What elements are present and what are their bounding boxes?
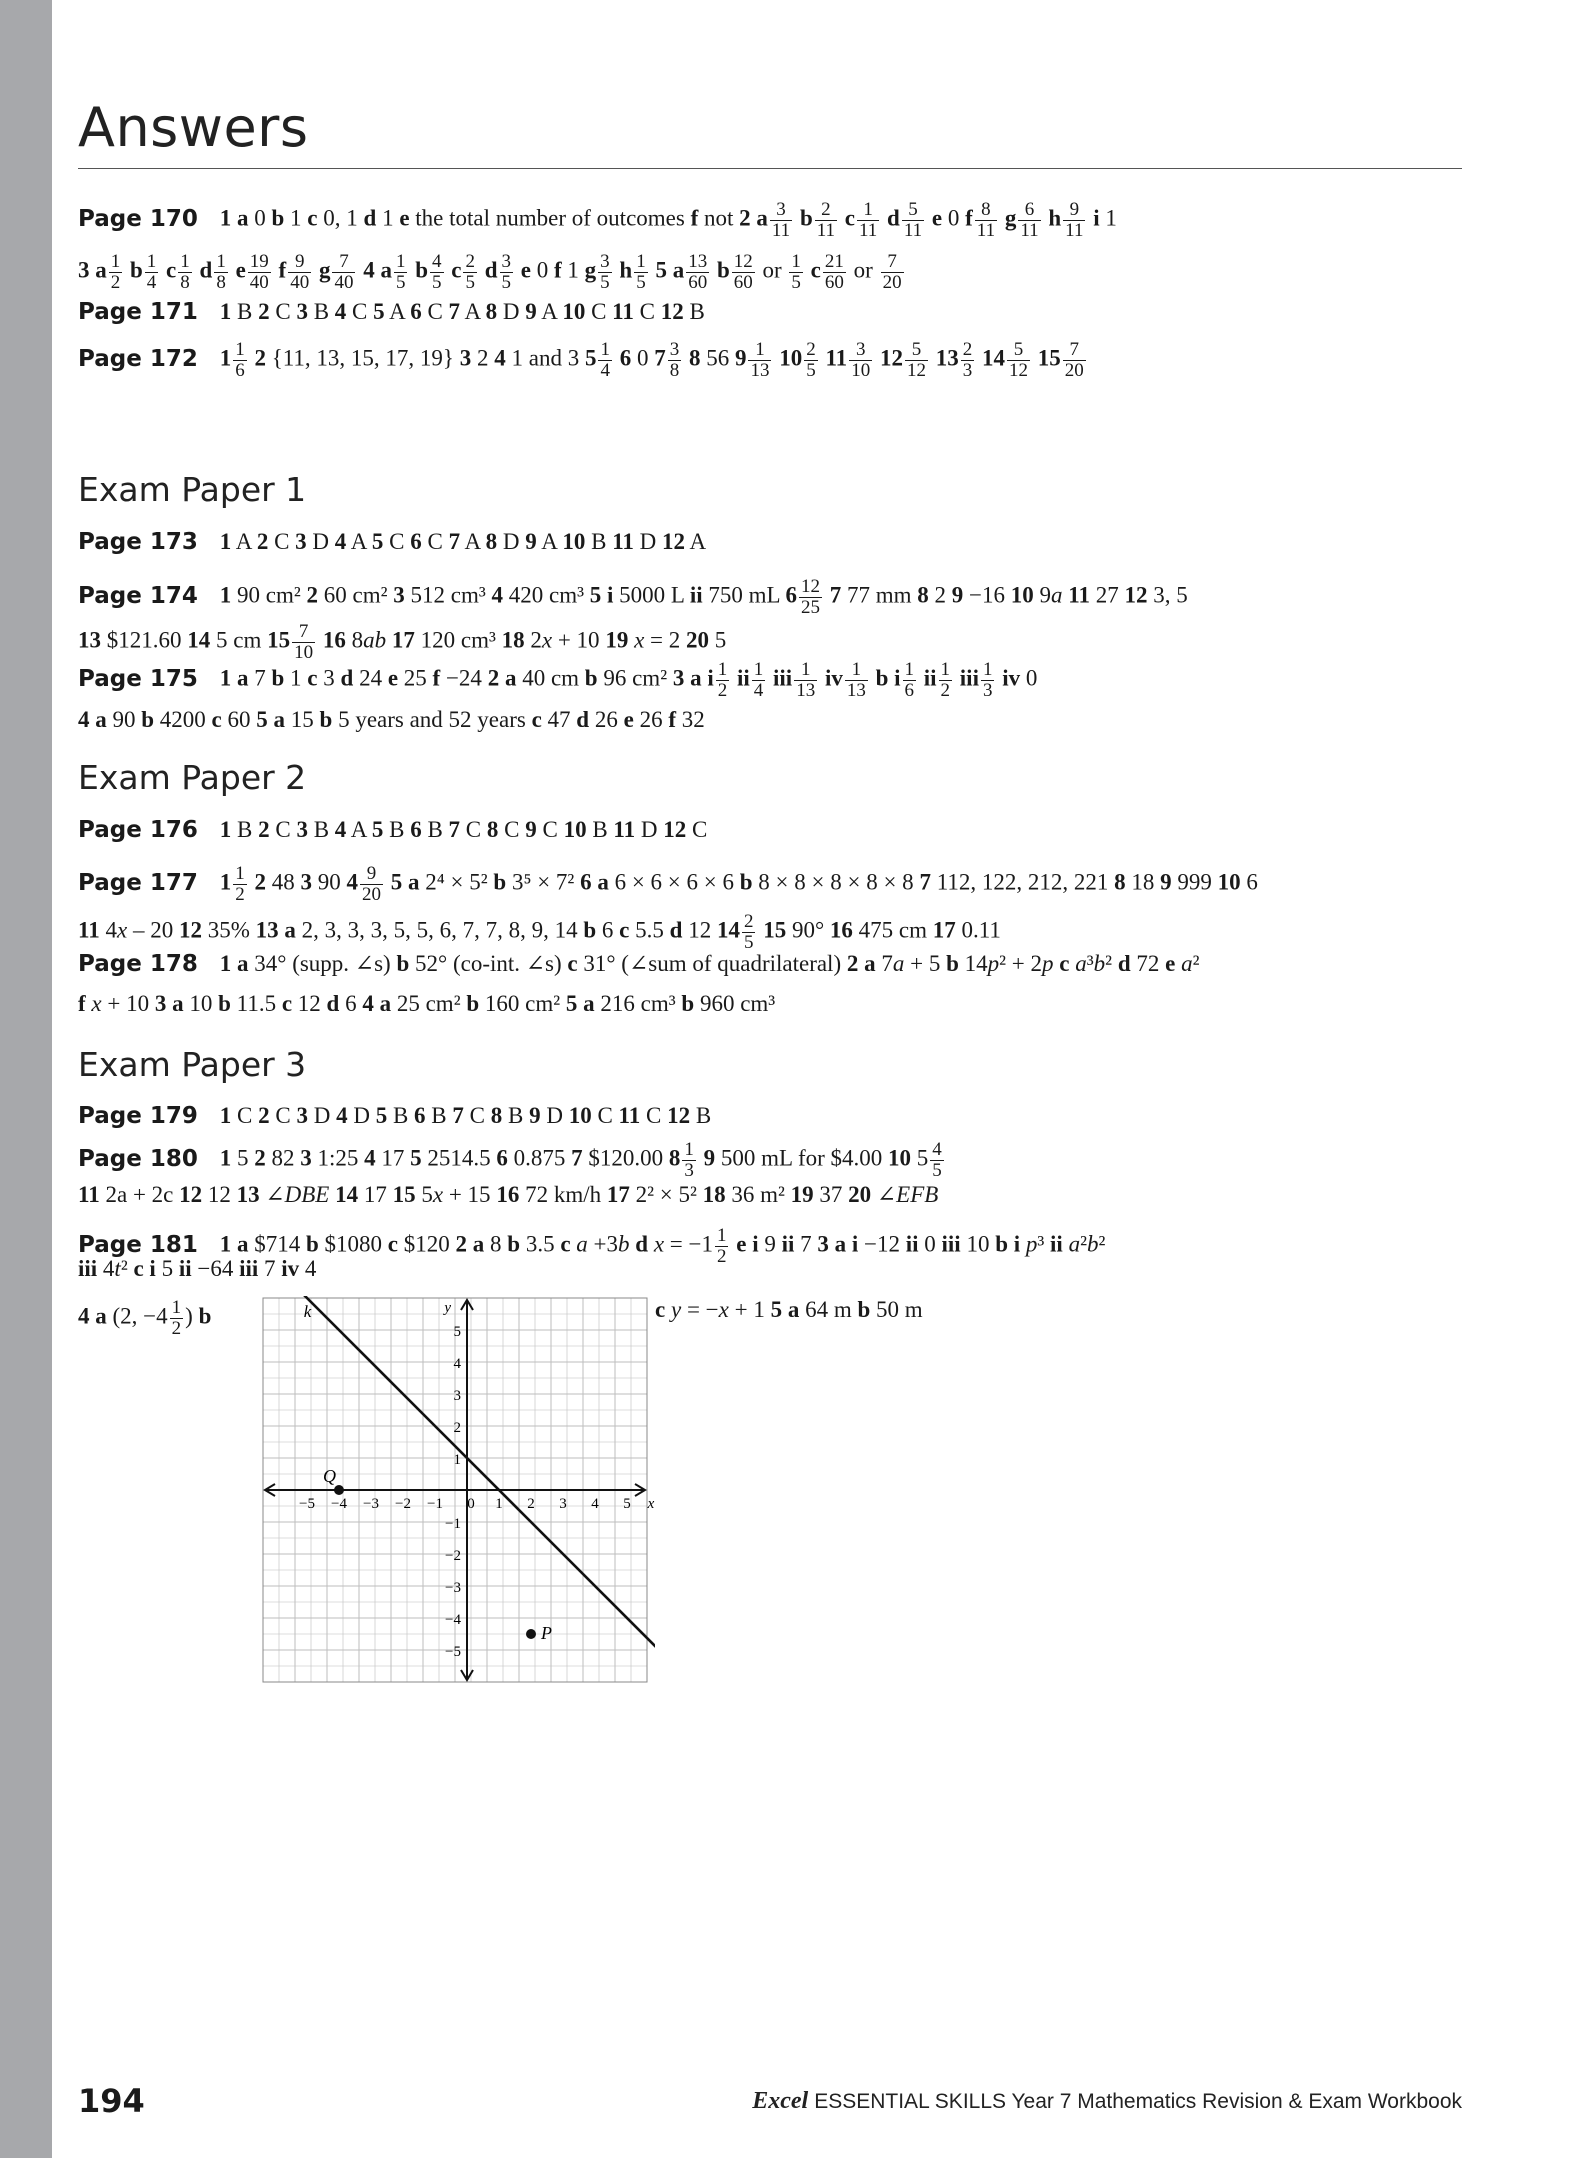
point-p bbox=[526, 1629, 536, 1639]
answer-line: Page 181 1 a $714 b $1080 c $120 2 a 8 b 3.5 c a +3b d x = −1 $\frac{1}{2}$ e i 9 ii 7 3 a i −12 ii 0 iii 10 b i p³ ii a²b² bbox=[78, 1225, 1106, 1267]
page-ref: Page 177 bbox=[78, 869, 198, 896]
fraction: $\frac{4}{5}$ bbox=[932, 1139, 942, 1181]
answer-line: Page 173 1 A 2 C 3 D 4 A 5 C 6 C 7 A 8 D 9 A 10 B 11 D 12 A bbox=[78, 529, 707, 555]
answer-line: Page 176 1 B 2 C 3 B 4 A 5 B 6 B 7 C 8 C 9 C 10 B 11 D 12 C bbox=[78, 817, 708, 843]
fraction: $\frac{1}{3}$ bbox=[982, 659, 993, 701]
fraction: $\frac{13}{60}$ bbox=[688, 251, 708, 293]
fraction: $\frac{1}{5}$ bbox=[636, 251, 646, 293]
answer-line: iii 4t² c i 5 ii −64 iii 7 iv 4 bbox=[78, 1256, 317, 1281]
x-tick-label: −1 bbox=[427, 1496, 443, 1512]
page-ref: Page 176 bbox=[78, 817, 198, 843]
fraction: $\frac{1}{13}$ bbox=[796, 659, 816, 701]
answer-line: 4 a (2, −4 $\frac{1}{2}$ ) b bbox=[78, 1297, 212, 1339]
y-tick-label: −4 bbox=[445, 1612, 461, 1628]
x-tick-label: 0 bbox=[467, 1496, 475, 1512]
y-tick-label: −3 bbox=[445, 1580, 461, 1596]
answer-line: Page 177 1 $\frac{1}{2}$ 2 48 3 90 4 $\frac{9}{20}$ 5 a 2⁴ × 5² b 3⁵ × 7² 6 a 6 × 6 × 6 × 6 b 8 × 8 × 8 × 8 × 8 7 112, 122, 212, 221 8 18 9 999 10 6 bbox=[78, 863, 1258, 905]
fraction: $\frac{1}{4}$ bbox=[600, 339, 610, 381]
answer-line: 13 $121.60 14 5 cm 15 $\frac{7}{10}$ 16 8ab 17 120 cm³ 18 2x + 10 19 x = 2 20 5 bbox=[78, 621, 727, 663]
coordinate-graph bbox=[255, 1296, 655, 1686]
answer-line: c y = −x + 1 5 a 64 m b 50 m bbox=[655, 1297, 923, 1322]
page-title: Answers bbox=[78, 96, 309, 159]
answer-line: Page 175 1 a 7 b 1 c 3 d 24 e 25 f −24 2 a 40 cm b 96 cm² 3 a i $\frac{1}{2}$ ii $\frac{1}{4}$ iii $\frac{1}{13}$ iv $\frac{1}{13}$ b i $\frac{1}{6}$ ii $\frac{1}{2}$ iii $\frac{1}{3}$ iv 0 bbox=[78, 659, 1038, 701]
title-rule bbox=[78, 168, 1462, 169]
page-number: 194 bbox=[78, 2082, 145, 2120]
fraction: $\frac{12}{60}$ bbox=[733, 251, 753, 293]
x-tick-label: 2 bbox=[527, 1496, 535, 1512]
y-tick-label: −1 bbox=[445, 1516, 461, 1532]
fraction: $\frac{1}{13}$ bbox=[750, 339, 770, 381]
fraction: $\frac{2}{11}$ bbox=[816, 199, 836, 241]
fraction: $\frac{7}{40}$ bbox=[334, 251, 354, 293]
fraction: $\frac{3}{10}$ bbox=[851, 339, 871, 381]
fraction: $\frac{9}{40}$ bbox=[290, 251, 310, 293]
answer-line: Page 179 1 C 2 C 3 D 4 D 5 B 6 B 7 C 8 B 9 D 10 C 11 C 12 B bbox=[78, 1103, 712, 1129]
footer-brand: Excel bbox=[752, 2088, 809, 2114]
answer-line: Page 174 1 90 cm² 2 60 cm² 3 512 cm³ 4 420 cm³ 5 i 5000 L ii 750 mL 6 $\frac{12}{25}$ 7 77 mm 8 2 9 −16 10 9a 11 27 12 3, 5 bbox=[78, 576, 1188, 618]
fraction: $\frac{1}{8}$ bbox=[216, 251, 226, 293]
footer-book-title: ESSENTIAL SKILLS Year 7 Mathematics Revision & Exam Workbook bbox=[814, 2090, 1462, 2113]
point-q bbox=[334, 1485, 344, 1495]
fraction: $\frac{3}{11}$ bbox=[771, 199, 791, 241]
fraction: $\frac{5}{12}$ bbox=[1008, 339, 1028, 381]
fraction: $\frac{7}{20}$ bbox=[1064, 339, 1084, 381]
fraction: $\frac{3}{5}$ bbox=[600, 251, 610, 293]
fraction: $\frac{1}{4}$ bbox=[753, 659, 764, 701]
fraction: $\frac{21}{60}$ bbox=[824, 251, 844, 293]
answer-line: Page 172 1 $\frac{1}{6}$ 2 {11, 13, 15, 17, 19} 3 2 4 1 and 3 5 $\frac{1}{4}$ 6 0 7 $\frac{3}{8}$ 8 56 9 $\frac{1}{13}$ 10 $\frac{2}{5}$ 11 $\frac{3}{10}$ 12 $\frac{5}{12}$ 13 $\frac{2}{3}$ 14 $\frac{5}{12}$ 15 $\frac{7}{20}$ bbox=[78, 339, 1084, 381]
fraction: $\frac{1}{8}$ bbox=[180, 251, 190, 293]
page-ref: Page 172 bbox=[78, 345, 198, 372]
fraction: $\frac{1}{2}$ bbox=[171, 1297, 182, 1339]
fraction: $\frac{1}{13}$ bbox=[846, 659, 866, 701]
fraction: $\frac{6}{11}$ bbox=[1020, 199, 1039, 241]
y-tick-label: −2 bbox=[445, 1548, 461, 1564]
section-heading: Exam Paper 3 bbox=[78, 1045, 307, 1084]
fraction: $\frac{1}{2}$ bbox=[717, 659, 728, 701]
fraction: $\frac{7}{20}$ bbox=[882, 251, 902, 293]
fraction: $\frac{2}{5}$ bbox=[806, 339, 816, 381]
page-ref: Page 173 bbox=[78, 529, 198, 555]
fraction: $\frac{1}{2}$ bbox=[110, 251, 121, 293]
answer-line: Page 171 1 B 2 C 3 B 4 C 5 A 6 C 7 A 8 D 9 A 10 C 11 C 12 B bbox=[78, 299, 705, 325]
section-heading: Exam Paper 1 bbox=[78, 470, 307, 509]
answer-line: 11 4x – 20 12 35% 13 a 2, 3, 3, 3, 5, 5, 6, 7, 7, 8, 9, 14 b 6 c 5.5 d 12 14 $\frac{2}{5}$ 15 90° 16 475 cm 17 0.11 bbox=[78, 911, 1001, 953]
fraction: $\frac{5}{11}$ bbox=[903, 199, 923, 241]
y-tick-label: 3 bbox=[453, 1388, 461, 1404]
fraction: $\frac{1}{2}$ bbox=[940, 659, 951, 701]
page-ref: Page 180 bbox=[78, 1145, 198, 1172]
x-tick-label: −5 bbox=[299, 1496, 315, 1512]
fraction: $\frac{1}{2}$ bbox=[235, 863, 245, 905]
fraction: $\frac{1}{4}$ bbox=[146, 251, 157, 293]
fraction: $\frac{4}{5}$ bbox=[432, 251, 442, 293]
page-ref: Page 171 bbox=[78, 299, 198, 325]
fraction: $\frac{1}{11}$ bbox=[859, 199, 878, 241]
page-ref: Page 175 bbox=[78, 665, 198, 692]
fraction: $\frac{1}{3}$ bbox=[684, 1139, 694, 1181]
y-tick-label: 2 bbox=[453, 1420, 461, 1436]
x-tick-label: 3 bbox=[559, 1496, 567, 1512]
fraction: $\frac{2}{3}$ bbox=[962, 339, 973, 381]
answer-line: Page 180 1 5 2 82 3 1:25 4 17 5 2514.5 6 0.875 7 $120.00 8 $\frac{1}{3}$ 9 500 mL for $4.00 10 5 $\frac{4}{5}$ bbox=[78, 1139, 942, 1181]
fraction: $\frac{2}{5}$ bbox=[743, 911, 754, 953]
x-tick-label: −3 bbox=[363, 1496, 379, 1512]
answer-line: 4 a 90 b 4200 c 60 5 a 15 b 5 years and 52 years c 47 d 26 e 26 f 32 bbox=[78, 707, 705, 732]
fraction: $\frac{1}{6}$ bbox=[904, 659, 915, 701]
section-heading: Exam Paper 2 bbox=[78, 758, 307, 797]
answer-line: 3 a $\frac{1}{2}$ b $\frac{1}{4}$ c $\frac{1}{8}$ d $\frac{1}{8}$ e $\frac{19}{40}$ f $\frac{9}{40}$ g $\frac{7}{40}$ 4 a $\frac{1}{5}$ b $\frac{4}{5}$ c $\frac{2}{5}$ d $\frac{3}{5}$ e 0 f 1 g $\frac{3}{5}$ h $\frac{1}{5}$ 5 a $\frac{13}{60}$ b $\frac{12}{60}$ or $\frac{1}{5}$ c $\frac{21}{60}$ or $\frac{7}{20}$ bbox=[78, 251, 902, 293]
fraction: $\frac{1}{2}$ bbox=[716, 1225, 727, 1267]
page-ref: Page 179 bbox=[78, 1103, 198, 1129]
fraction: $\frac{3}{5}$ bbox=[501, 251, 512, 293]
fraction: $\frac{9}{11}$ bbox=[1065, 199, 1084, 241]
page-ref: Page 174 bbox=[78, 582, 198, 609]
x-tick-label: x bbox=[647, 1496, 655, 1512]
point-label: Q bbox=[323, 1466, 336, 1486]
fraction: $\frac{19}{40}$ bbox=[249, 251, 269, 293]
x-tick-label: 4 bbox=[591, 1496, 599, 1512]
x-tick-label: 5 bbox=[623, 1496, 631, 1512]
fraction: $\frac{1}{5}$ bbox=[791, 251, 801, 293]
x-tick-label: −2 bbox=[395, 1496, 411, 1512]
side-strip bbox=[0, 0, 52, 2158]
fraction: $\frac{12}{25}$ bbox=[800, 576, 820, 618]
page-ref: Page 178 bbox=[78, 951, 198, 977]
y-tick-label: y bbox=[444, 1300, 451, 1316]
answer-line: Page 170 1 a 0 b 1 c 0, 1 d 1 e the total number of outcomes f not 2 a $\frac{3}{11}$ b $\frac{2}{11}$ c $\frac{1}{11}$ d $\frac{5}{11}$ e 0 f $\frac{8}{11}$ g $\frac{6}{11}$ h $\frac{9}{11}$ i 1 bbox=[78, 199, 1117, 241]
fraction: $\frac{3}{8}$ bbox=[669, 339, 680, 381]
y-tick-label: 5 bbox=[453, 1324, 461, 1340]
x-tick-label: −4 bbox=[331, 1496, 347, 1512]
line-k-label: k bbox=[303, 1302, 312, 1322]
point-label: P bbox=[541, 1623, 552, 1643]
page-ref: Page 170 bbox=[78, 205, 198, 232]
x-tick-label: 1 bbox=[495, 1496, 503, 1512]
fraction: $\frac{7}{10}$ bbox=[294, 621, 314, 663]
fraction: $\frac{5}{12}$ bbox=[906, 339, 926, 381]
fraction: $\frac{8}{11}$ bbox=[976, 199, 996, 241]
fraction: $\frac{1}{5}$ bbox=[395, 251, 406, 293]
y-tick-label: −5 bbox=[445, 1644, 461, 1660]
answer-line: 11 2a + 2c 12 12 13 ∠DBE 14 17 15 5x + 15 16 72 km/h 17 2² × 5² 18 36 m² 19 37 20 ∠EFB bbox=[78, 1182, 939, 1207]
footer-title bbox=[752, 2088, 1462, 2115]
fraction: $\frac{1}{6}$ bbox=[235, 339, 245, 381]
fraction: $\frac{9}{20}$ bbox=[362, 863, 381, 905]
page-ref: Page 181 bbox=[78, 1231, 198, 1258]
answer-line: f x + 10 3 a 10 b 11.5 c 12 d 6 4 a 25 cm² b 160 cm² 5 a 216 cm³ b 960 cm³ bbox=[78, 991, 776, 1016]
y-tick-label: 4 bbox=[453, 1356, 461, 1372]
fraction: $\frac{2}{5}$ bbox=[465, 251, 475, 293]
y-tick-label: 1 bbox=[453, 1452, 461, 1468]
answer-line: Page 178 1 a 34° (supp. ∠s) b 52° (co-int. ∠s) c 31° (∠sum of quadrilateral) 2 a 7a + 5 b 14p² + 2p c a³b² d 72 e a² bbox=[78, 951, 1200, 977]
